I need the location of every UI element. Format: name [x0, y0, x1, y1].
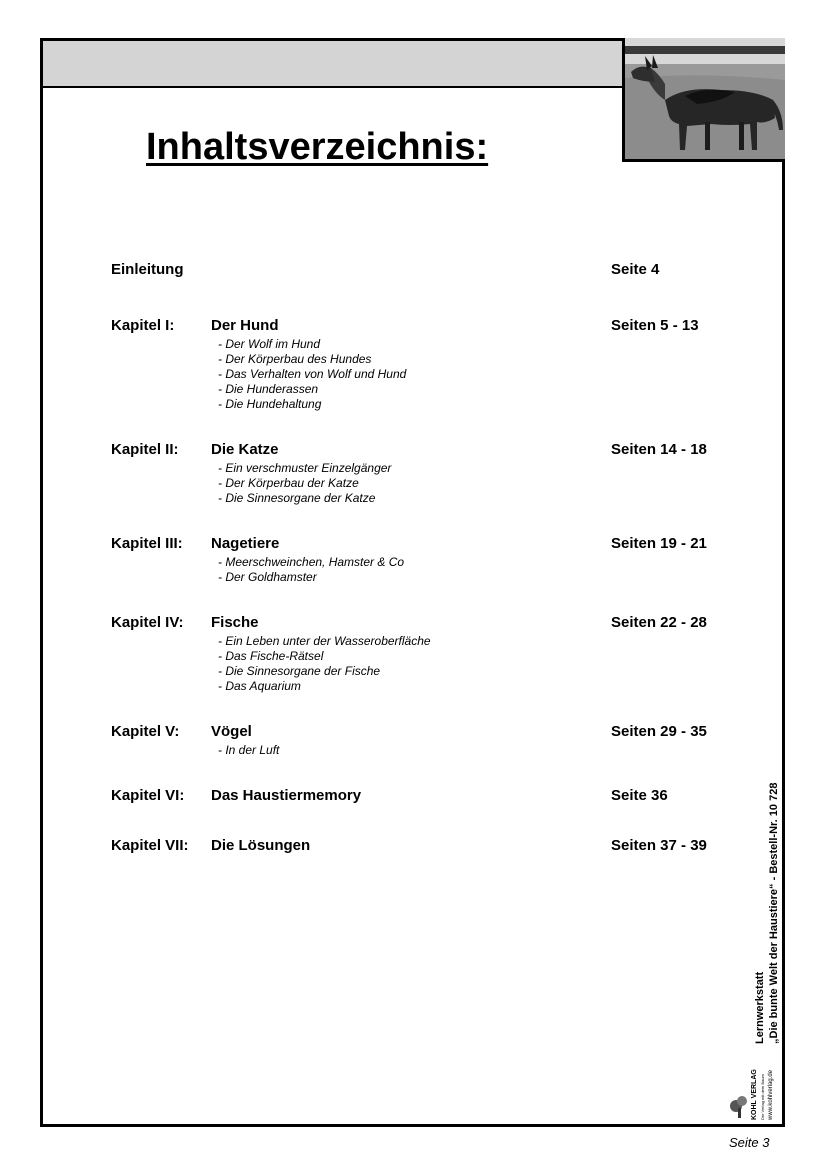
- page-number: Seite 3: [729, 1135, 770, 1150]
- chapter-label: Kapitel VI:: [111, 787, 185, 804]
- subtopic: - Die Sinnesorgane der Fische: [218, 664, 381, 678]
- subtopic: - Das Aquarium: [218, 679, 301, 693]
- subtopic: - Der Wolf im Hund: [218, 337, 321, 351]
- toc-entry-chapter-1: [111, 317, 731, 412]
- toc-entry-einleitung: [111, 261, 731, 281]
- subtopic-list: [218, 555, 731, 585]
- chapter-title: Der Hund: [211, 317, 279, 334]
- page-range: Seiten 37 - 39: [611, 837, 707, 854]
- chapter-title: Vögel: [211, 723, 252, 740]
- chapter-label: Kapitel I:: [111, 317, 175, 334]
- subtopic: - Der Körperbau der Katze: [218, 476, 359, 490]
- toc-entry-chapter-3: [111, 535, 731, 585]
- subtopic: - Das Verhalten von Wolf und Hund: [218, 367, 407, 381]
- chapter-title: Das Haustiermemory: [211, 787, 362, 804]
- toc-entry-chapter-4: [111, 614, 731, 694]
- logo-tagline: Der Verlag mit dem Baum: [760, 1074, 765, 1120]
- page-range: Seiten 29 - 35: [611, 723, 707, 740]
- book-title-order-number: „Die bunte Welt der Haustiere“ - Bestell-Nr. 10 728: [768, 782, 780, 1044]
- chapter-title: Die Katze: [211, 441, 279, 458]
- toc-entry-chapter-6: [111, 787, 731, 807]
- side-imprint-text: [753, 764, 781, 1044]
- page-range: Seite 36: [611, 787, 668, 804]
- tree-logo-icon: [728, 1050, 780, 1122]
- header-bar: [43, 41, 622, 88]
- chapter-title: Die Lösungen: [211, 837, 311, 854]
- subtopic: - Die Hunderassen: [218, 382, 319, 396]
- page-range: Seiten 14 - 18: [611, 441, 707, 458]
- toc-entry-chapter-5: [111, 723, 731, 758]
- chapter-label: Einleitung: [111, 261, 184, 278]
- subtopic: - Ein Leben unter der Wasseroberfläche: [218, 634, 431, 648]
- subtopic: - In der Luft: [218, 743, 280, 757]
- subtopic-list: [218, 634, 731, 694]
- subtopic: - Der Körperbau des Hundes: [218, 352, 372, 366]
- side-imprint: [750, 764, 790, 1098]
- chapter-title: Fische: [211, 614, 259, 631]
- page-range: Seiten 22 - 28: [611, 614, 707, 631]
- page-range: Seite 4: [611, 261, 660, 278]
- series-name: Lernwerkstatt: [754, 971, 766, 1044]
- chapter-title: Nagetiere: [211, 535, 280, 552]
- chapter-label: Kapitel VII:: [111, 837, 189, 854]
- chapter-label: Kapitel II:: [111, 441, 179, 458]
- subtopic-list: [218, 461, 731, 506]
- chapter-label: Kapitel III:: [111, 535, 183, 552]
- page-title: Inhaltsverzeichnis:: [146, 126, 489, 168]
- publisher-logo: [728, 1050, 780, 1122]
- subtopic: - Der Goldhamster: [218, 570, 317, 584]
- chapter-label: Kapitel IV:: [111, 614, 184, 631]
- dog-photo: [622, 38, 785, 162]
- subtopic-list: [218, 337, 731, 412]
- subtopic: - Das Fische-Rätsel: [218, 649, 324, 663]
- subtopic-list: [218, 743, 731, 758]
- toc-entry-chapter-7: [111, 837, 731, 857]
- subtopic: - Die Hundehaltung: [218, 397, 322, 411]
- logo-brand: KOHL VERLAG: [751, 1069, 758, 1120]
- subtopic: - Meerschweinchen, Hamster & Co: [218, 555, 405, 569]
- logo-url: www.kohlverlag.de: [768, 1069, 774, 1120]
- page-range: Seiten 5 - 13: [611, 317, 699, 334]
- page-range: Seiten 19 - 21: [611, 535, 707, 552]
- chapter-label: Kapitel V:: [111, 723, 180, 740]
- toc-entry-chapter-2: [111, 441, 731, 506]
- subtopic: - Ein verschmuster Einzelgänger: [218, 461, 392, 475]
- subtopic: - Die Sinnesorgane der Katze: [218, 491, 376, 505]
